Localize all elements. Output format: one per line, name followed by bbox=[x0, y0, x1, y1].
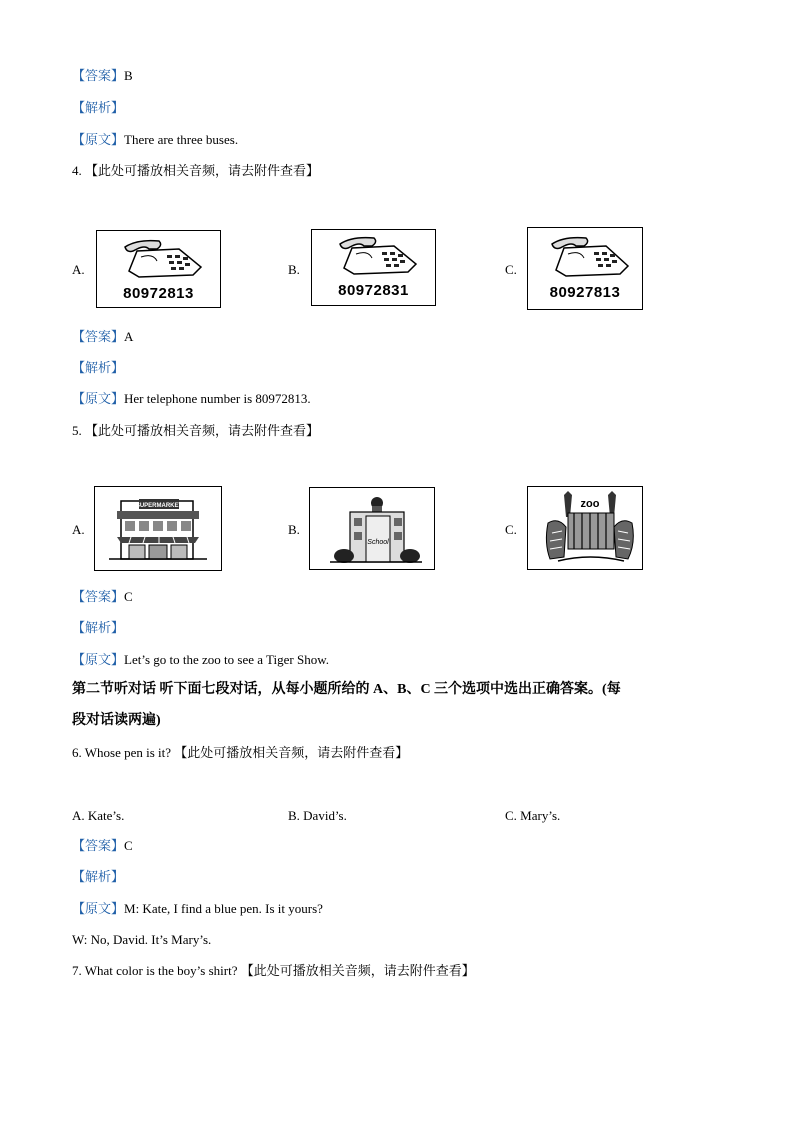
answer-tag: 【答案】 bbox=[72, 329, 125, 344]
answer-tag: 【答案】 bbox=[72, 838, 125, 853]
answer-value: C bbox=[124, 589, 133, 604]
zoo-icon bbox=[528, 487, 642, 569]
answer-tag: 【答案】 bbox=[72, 68, 125, 83]
q6-analysis bbox=[72, 869, 124, 885]
q5-option-c-image bbox=[527, 486, 643, 570]
q6-stem: 6. Whose pen is it? 【此处可播放相关音频，请去附件查看】 bbox=[72, 745, 409, 760]
q4-option-c-image bbox=[527, 227, 643, 310]
analysis-tag: 【解析】 bbox=[72, 620, 125, 635]
original-tag: 【原文】 bbox=[72, 132, 125, 147]
q5-option-b-image bbox=[309, 487, 435, 570]
section-heading-line2: 段对话读两遍) bbox=[72, 713, 161, 728]
supermarket-icon bbox=[95, 487, 221, 570]
q3-original bbox=[72, 132, 238, 148]
original-text: M: Kate, I find a blue pen. Is it yours? bbox=[124, 901, 323, 916]
q4-option-b-image bbox=[311, 229, 436, 306]
q5-answer bbox=[72, 589, 133, 605]
q6-option-c: C. Mary’s. bbox=[505, 808, 561, 823]
telephone-icon bbox=[528, 232, 642, 286]
telephone-icon bbox=[97, 235, 220, 285]
phone-number: 80972831 bbox=[338, 282, 409, 299]
phone-number: 80972813 bbox=[123, 285, 194, 302]
q5-option-a-label: A. bbox=[72, 522, 85, 537]
phone-number: 80927813 bbox=[549, 284, 621, 301]
zoo-sign: zoo bbox=[580, 498, 600, 510]
q5-option-c-label: C. bbox=[505, 522, 517, 537]
q7-stem: 7. What color is the boy’s shirt? 【此处可播放相关音频，请去附件查看】 bbox=[72, 963, 475, 978]
answer-value: A bbox=[124, 329, 134, 344]
q4-original bbox=[72, 391, 311, 407]
q4-option-b-label: B. bbox=[288, 262, 300, 277]
q5-option-a-image bbox=[94, 486, 222, 571]
original-text: Her telephone number is 80972813. bbox=[124, 391, 311, 406]
q4-analysis bbox=[72, 360, 124, 376]
school-sign: School bbox=[367, 539, 389, 546]
answer-value: B bbox=[124, 68, 133, 83]
analysis-tag: 【解析】 bbox=[72, 360, 125, 375]
q6-original-line2: W: No, David. It’s Mary’s. bbox=[72, 932, 212, 947]
q3-analysis bbox=[72, 100, 124, 116]
supermarket-sign: SUPERMARKET bbox=[135, 503, 183, 509]
q4-option-a-image bbox=[96, 230, 221, 308]
q5-option-b-label: B. bbox=[288, 522, 300, 537]
section-heading-line1: 第二节听对话 听下面七段对话，从每小题所给的 A、B、C 三个选项中选出正确答案。(每 bbox=[72, 682, 621, 697]
q4-option-c-label: C. bbox=[505, 262, 517, 277]
q6-original bbox=[72, 901, 323, 917]
analysis-tag: 【解析】 bbox=[72, 100, 125, 115]
original-tag: 【原文】 bbox=[72, 652, 125, 667]
school-icon bbox=[310, 488, 434, 569]
analysis-tag: 【解析】 bbox=[72, 869, 125, 884]
q4-option-a-label: A. bbox=[72, 262, 85, 277]
original-tag: 【原文】 bbox=[72, 391, 125, 406]
q5-stem: 5. 【此处可播放相关音频，请去附件查看】 bbox=[72, 423, 320, 438]
answer-tag: 【答案】 bbox=[72, 589, 125, 604]
answer-value: C bbox=[124, 838, 133, 853]
telephone-icon bbox=[312, 232, 435, 282]
original-tag: 【原文】 bbox=[72, 901, 125, 916]
q5-original bbox=[72, 652, 329, 668]
original-text: Let’s go to the zoo to see a Tiger Show. bbox=[124, 652, 329, 667]
q6-option-a: A. Kate’s. bbox=[72, 808, 125, 823]
q4-stem: 4. 【此处可播放相关音频，请去附件查看】 bbox=[72, 163, 320, 178]
q3-answer bbox=[72, 68, 133, 84]
q4-answer bbox=[72, 329, 133, 345]
q5-analysis bbox=[72, 620, 124, 636]
original-text: There are three buses. bbox=[124, 132, 239, 147]
q6-answer bbox=[72, 838, 133, 854]
q6-option-b: B. David’s. bbox=[288, 808, 347, 823]
